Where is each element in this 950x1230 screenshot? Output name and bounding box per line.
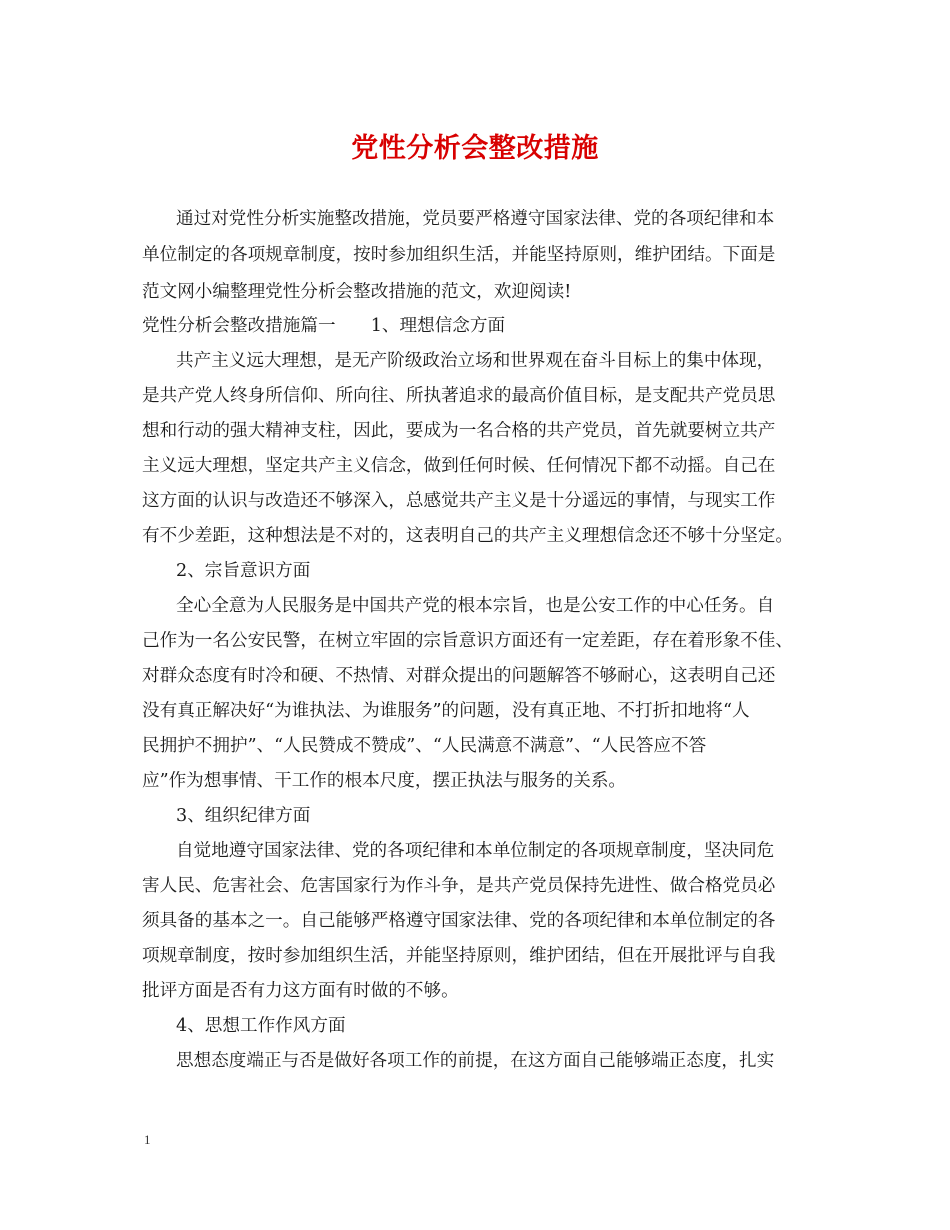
- body-line: 通过对党性分析实施整改措施，党员要严格遵守国家法律、党的各项纪律和本: [176, 209, 775, 229]
- body-line: 自觉地遵守国家法律、党的各项纪律和本单位制定的各项规章制度，坚决同危: [176, 841, 775, 861]
- section-heading: 3、组织纪律方面: [176, 806, 311, 826]
- body-line: 害人民、危害社会、危害国家行为作斗争，是共产党员保持先进性、做合格党员必: [142, 876, 776, 896]
- page-number: 1: [144, 1132, 151, 1147]
- body-line: 全心全意为人民服务是中国共产党的根本宗旨，也是公安工作的中心任务。自: [176, 596, 775, 616]
- body-line: 这方面的认识与改造还不够深入，总感觉共产主义是十分遥远的事情，与现实工作: [142, 491, 776, 511]
- body-line: 是共产党人终身所信仰、所向往、所执著追求的最高价值目标，是支配共产党员思: [142, 386, 776, 406]
- body-line: 共产主义远大理想，是无产阶级政治立场和世界观在奋斗目标上的集中体现，: [176, 351, 775, 371]
- body-line: 民拥护不拥护”、“人民赞成不赞成”、“人民满意不满意”、“人民答应不答: [142, 736, 707, 756]
- body-line: 己作为一名公安民警，在树立牢固的宗旨意识方面还有一定差距，存在着形象不佳、: [142, 631, 793, 651]
- body-line: 想和行动的强大精神支柱，因此，要成为一名合格的共产党员，首先就要树立共产: [142, 421, 776, 441]
- body-line: 项规章制度，按时参加组织生活，并能坚持原则，维护团结，但在开展批评与自我: [142, 946, 776, 966]
- section-heading: 党性分析会整改措施篇一 1、理想信念方面: [142, 316, 506, 336]
- body-line: 没有真正解决好“为谁执法、为谁服务”的问题，没有真正地、不打折扣地将“人: [142, 701, 750, 721]
- body-line: 须具备的基本之一。自己能够严格遵守国家法律、党的各项纪律和本单位制定的各: [142, 911, 776, 931]
- body-line: 批评方面是否有力这方面有时做的不够。: [142, 981, 459, 1001]
- section-heading: 2、宗旨意识方面: [176, 561, 311, 581]
- body-line: 主义远大理想，坚定共产主义信念，做到任何时候、任何情况下都不动摇。自己在: [142, 456, 776, 476]
- body-line: 思想态度端正与否是做好各项工作的前提，在这方面自己能够端正态度，扎实: [176, 1051, 775, 1071]
- body-line: 范文网小编整理党性分析会整改措施的范文，欢迎阅读!: [142, 282, 572, 302]
- body-line: 应”作为想事情、干工作的根本尺度，摆正执法与服务的关系。: [142, 771, 627, 791]
- section-heading: 4、思想工作作风方面: [176, 1016, 346, 1036]
- body-line: 单位制定的各项规章制度，按时参加组织生活，并能坚持原则，维护团结。下面是: [142, 245, 776, 265]
- document-title: 党性分析会整改措施: [351, 133, 599, 164]
- body-line: 对群众态度有时冷和硬、不热情、对群众提出的问题解答不够耐心，这表明自己还: [142, 666, 776, 686]
- body-line: 有不少差距，这种想法是不对的，这表明自己的共产主义理想信念还不够十分坚定。: [142, 526, 793, 546]
